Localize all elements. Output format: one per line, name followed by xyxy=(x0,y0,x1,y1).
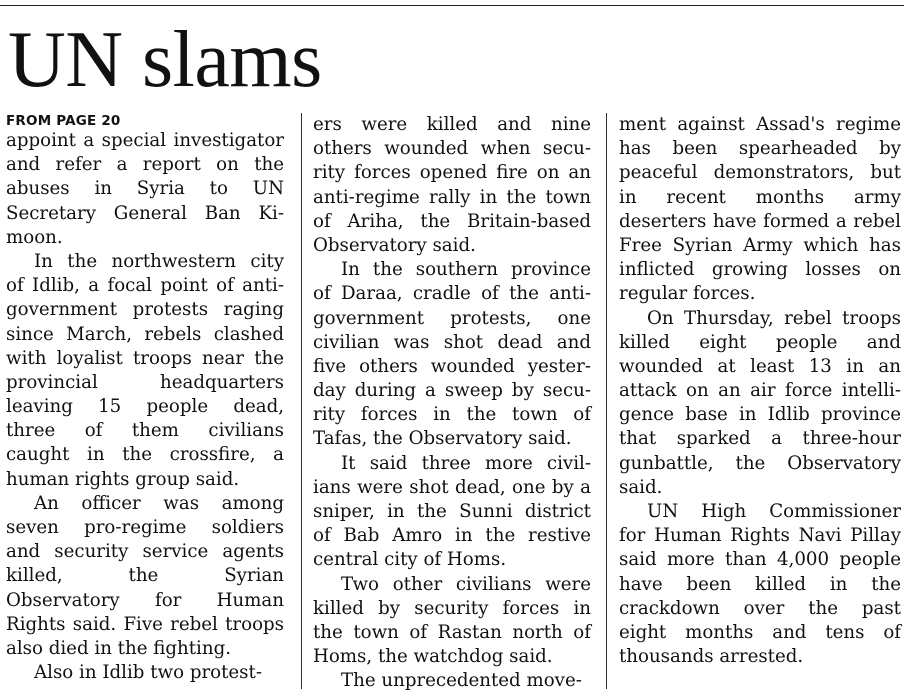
text-line: Secretary General Ban Ki- xyxy=(6,202,284,224)
text-line: killed eight people and xyxy=(619,331,901,353)
text-line: The unprecedented move- xyxy=(341,670,582,692)
text-line: Tafas, the Observatory said. xyxy=(313,428,572,450)
text-line: for Human Rights Navi Pillay xyxy=(619,525,901,547)
text-line: human rights group said. xyxy=(6,468,240,490)
text-line: leaving 15 people dead, xyxy=(6,396,284,418)
text-line: central city of Homs. xyxy=(313,549,507,571)
text-line: eight months and tens of xyxy=(619,621,901,643)
text-line: In the southern province xyxy=(341,259,591,281)
column-rule xyxy=(606,113,607,689)
text-line: of Idlib, a focal point of anti- xyxy=(6,275,284,297)
text-line: civilian was shot dead and xyxy=(313,331,591,353)
text-line: the town of Rastan north of xyxy=(313,621,591,643)
text-line: gunbattle, the Observatory xyxy=(619,452,901,474)
text-line: Observatory said. xyxy=(313,234,476,256)
text-line: On Thursday, rebel troops xyxy=(647,307,901,329)
article-column-1 xyxy=(6,113,284,685)
text-line: crackdown over the past xyxy=(619,597,901,619)
text-line: Free Syrian Army which has xyxy=(619,234,901,256)
text-line: It said three more civil- xyxy=(341,452,591,474)
text-line: and security service agents xyxy=(6,541,284,563)
article-column-3 xyxy=(619,113,901,669)
text-line: wounded at least 13 in an xyxy=(619,355,901,377)
text-line: have been killed in the xyxy=(619,573,901,595)
text-line: has been spearheaded by xyxy=(619,138,901,160)
text-line: attack on an air force intelli- xyxy=(619,380,901,402)
continuation-kicker: FROM PAGE 20 xyxy=(6,113,121,129)
text-line: rity forces in the town of xyxy=(313,404,591,426)
text-line: of Ariha, the Britain-based xyxy=(313,210,591,232)
text-line: in recent months army xyxy=(619,186,901,208)
text-line: abuses in Syria to UN xyxy=(6,178,284,200)
article-column-2 xyxy=(313,113,591,694)
text-line: three of them civilians xyxy=(6,420,284,442)
text-line: Rights said. Five rebel troops xyxy=(6,613,284,635)
text-line: with loyalist troops near the xyxy=(6,347,284,369)
text-line: anti-regime rally in the town xyxy=(313,186,591,208)
text-line: of Daraa, cradle of the anti- xyxy=(313,283,591,305)
text-line: five others wounded yester- xyxy=(313,355,591,377)
top-rule xyxy=(0,5,904,6)
text-line: caught in the crossfire, a xyxy=(6,444,284,466)
text-line: ment against Assad's regime xyxy=(619,114,901,135)
text-line: UN High Commissioner xyxy=(647,501,901,522)
text-line: Homs, the watchdog said. xyxy=(313,646,553,668)
text-line: gence base in Idlib province xyxy=(619,404,901,426)
text-line: appoint a special investigator xyxy=(6,130,284,151)
text-line: peaceful demonstrators, but xyxy=(619,162,901,184)
text-line: ians were shot dead, one by a xyxy=(313,476,591,498)
text-line: provincial headquarters xyxy=(6,371,284,393)
text-line: since March, rebels clashed xyxy=(6,323,284,345)
text-line: inflicted growing losses on xyxy=(619,259,901,281)
text-line: Observatory for Human xyxy=(6,589,284,611)
text-line: killed, the Syrian xyxy=(6,565,284,587)
text-line: government protests, one xyxy=(313,307,591,329)
text-line: killed by security forces in xyxy=(313,597,591,619)
text-line: deserters have formed a rebel xyxy=(619,210,901,232)
text-line: Two other civilians were xyxy=(341,573,591,595)
text-line: and refer a report on the xyxy=(6,154,284,176)
text-line: day during a sweep by secu- xyxy=(313,380,591,402)
text-line: Also in Idlib two protest- xyxy=(34,662,262,684)
text-line: In the northwestern city xyxy=(34,250,284,272)
text-line: said. xyxy=(619,476,663,498)
text-line: seven pro-regime soldiers xyxy=(6,517,284,538)
text-line: thousands arrested. xyxy=(619,646,804,668)
text-line: said more than 4,000 people xyxy=(619,549,901,571)
text-line: others wounded when secu- xyxy=(313,138,591,160)
text-line: that sparked a three-hour xyxy=(619,428,901,450)
text-line: ers were killed and nine xyxy=(313,114,591,135)
text-line: moon. xyxy=(6,226,63,248)
text-line: rity forces opened fire on an xyxy=(313,162,591,184)
text-line: regular forces. xyxy=(619,283,756,305)
text-line: An officer was among xyxy=(34,492,284,514)
text-line: sniper, in the Sunni district xyxy=(313,501,591,522)
text-line: of Bab Amro in the restive xyxy=(313,525,591,547)
column-rule xyxy=(301,113,302,689)
headline: UN slams xyxy=(8,16,322,104)
text-line: also died in the fighting. xyxy=(6,637,231,659)
text-line: government protests raging xyxy=(6,299,284,321)
